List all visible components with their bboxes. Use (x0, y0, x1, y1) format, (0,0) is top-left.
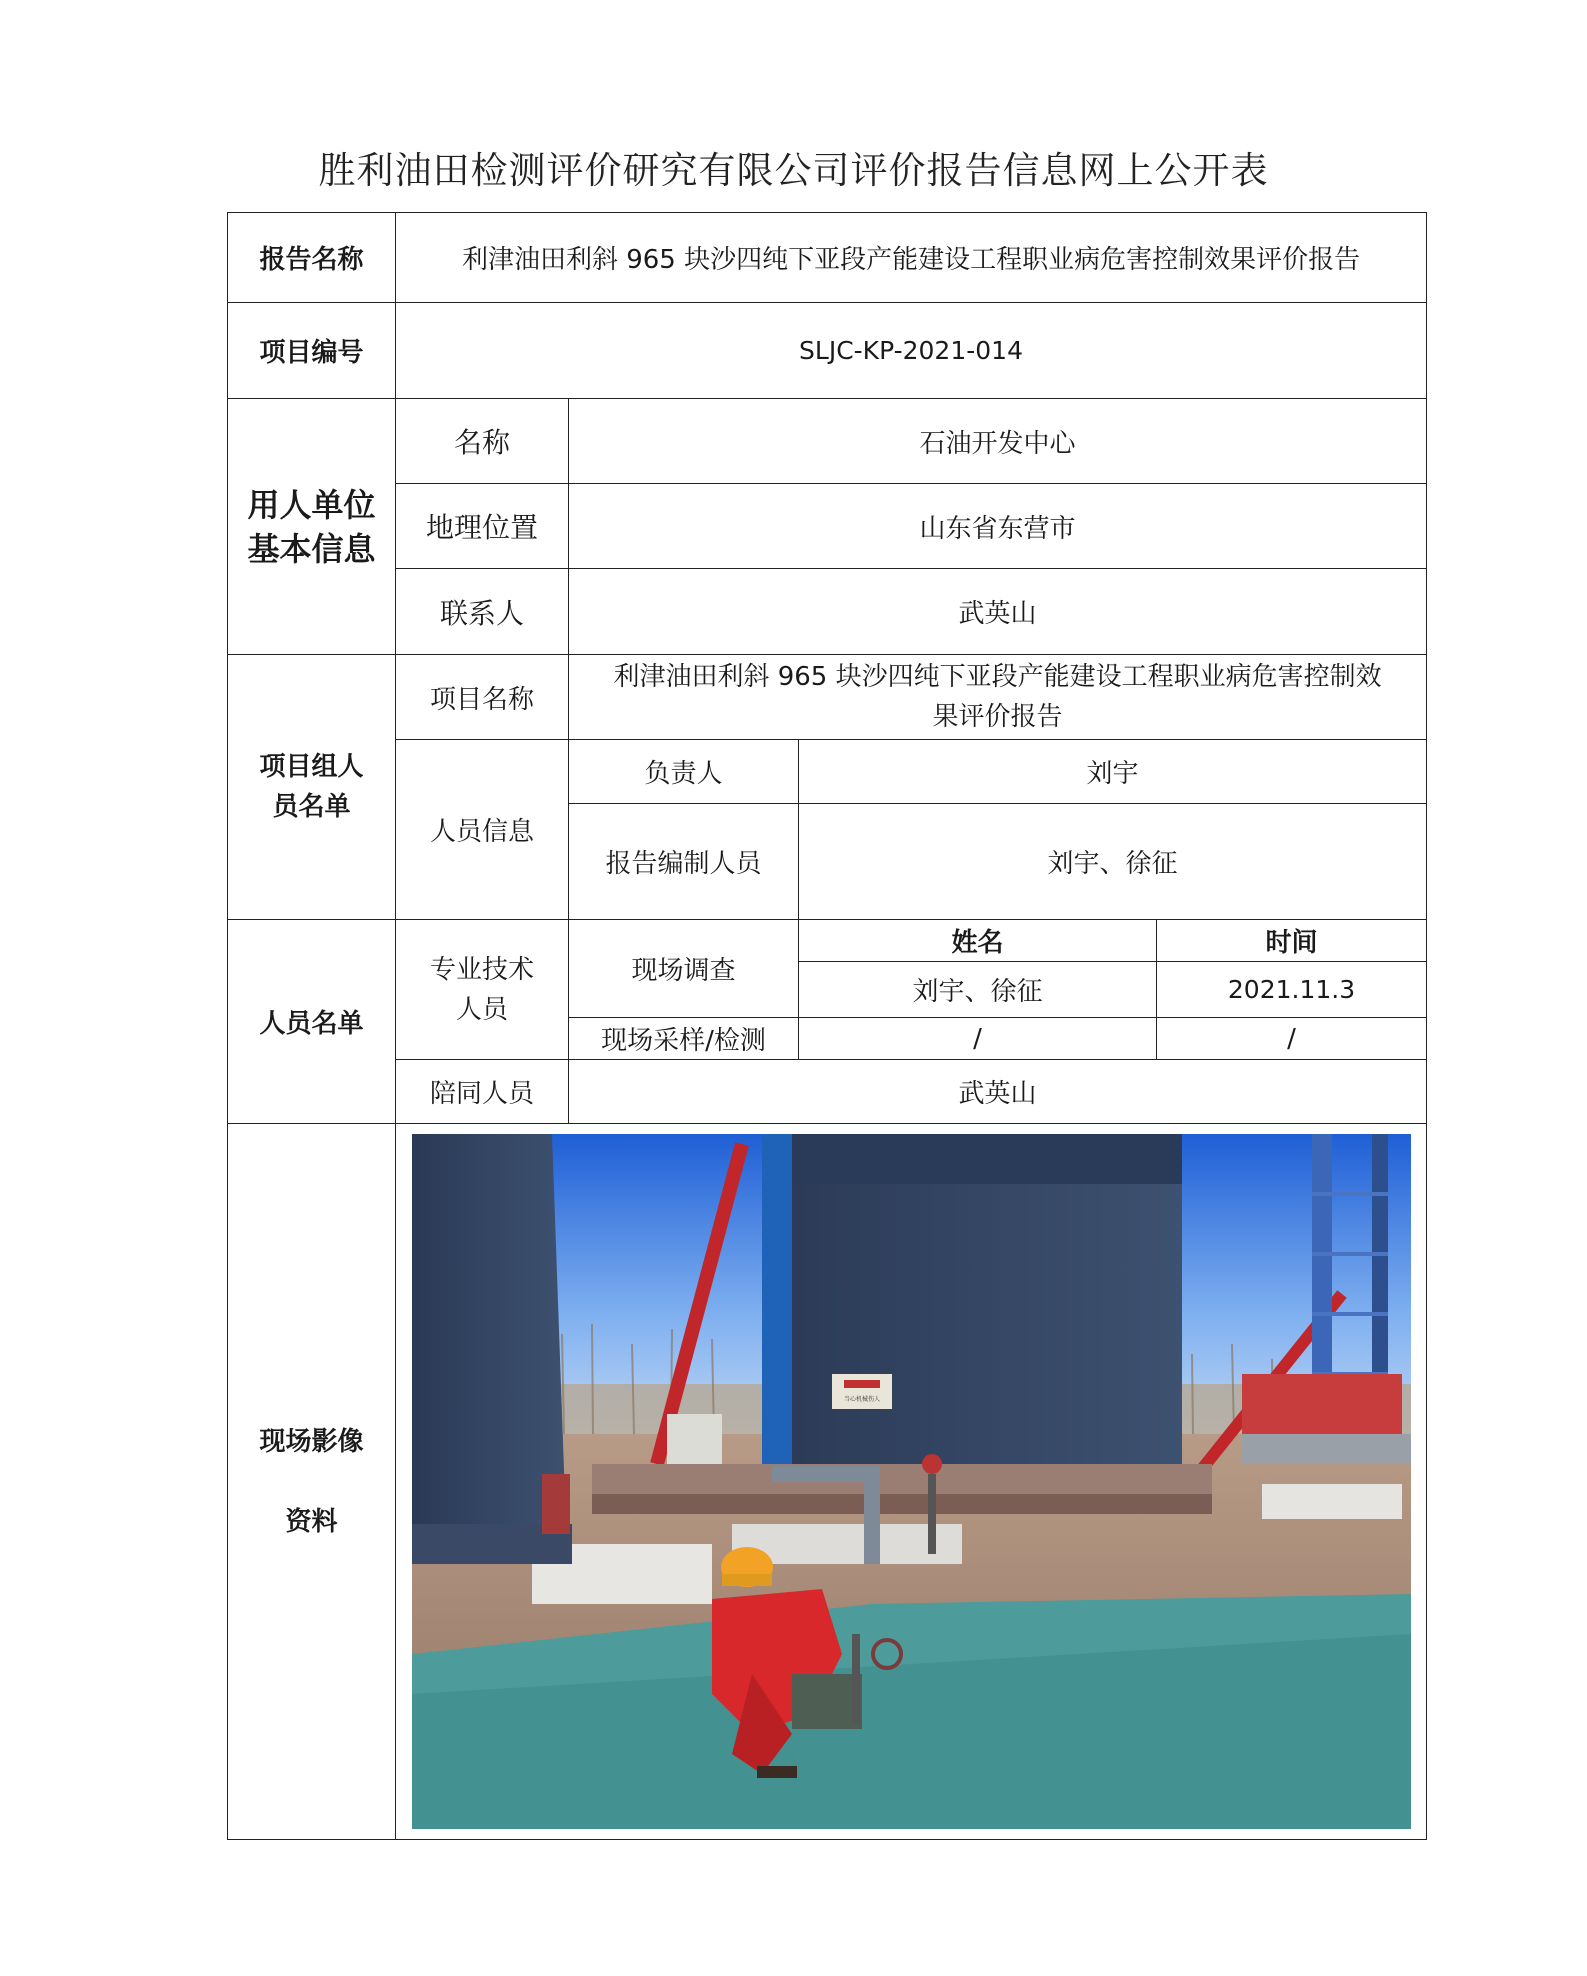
site-photo (412, 1134, 1411, 1829)
employer-name-value: 石油开发中心 (569, 399, 1427, 484)
page-title: 胜利油田检测评价研究有限公司评价报告信息网上公开表 (318, 149, 1269, 192)
team-project-name-line2: 果评价报告 (932, 702, 1063, 732)
employer-label-line2: 基本信息 (247, 529, 376, 568)
team-project-name-line1: 利津油田利斜 965 块沙四纯下亚段产能建设工程职业病危害控制效 (613, 662, 1382, 692)
editors-value: 刘宇、徐征 (799, 804, 1427, 920)
survey-name: 刘宇、徐征 (799, 962, 1157, 1018)
staff-label: 人员名单 (228, 920, 396, 1124)
col-name-header: 姓名 (799, 920, 1157, 962)
employer-location-label: 地理位置 (396, 484, 569, 569)
row-accompany (228, 1060, 1427, 1124)
team-project-name-label: 项目名称 (396, 655, 569, 740)
employer-label (228, 399, 396, 655)
row-staff-header (228, 920, 1427, 962)
survey-label: 现场调查 (569, 920, 799, 1018)
sampling-time: / (1157, 1018, 1427, 1060)
tech-staff-line1: 专业技术 (429, 954, 534, 985)
photo-cell (396, 1124, 1427, 1840)
project-no-value: SLJC-KP-2021-014 (396, 303, 1427, 399)
tech-staff-label (396, 920, 569, 1060)
leader-label: 负责人 (569, 740, 799, 804)
warning-sign-text: 当心机械伤人 (843, 1396, 880, 1403)
employer-contact-label: 联系人 (396, 569, 569, 655)
tech-staff-line2: 人员 (455, 994, 508, 1025)
col-time-header: 时间 (1157, 920, 1427, 962)
team-project-name-value (569, 655, 1427, 740)
row-employer-location (228, 484, 1427, 569)
employer-contact-value: 武英山 (569, 569, 1427, 655)
employer-label-line1: 用人单位 (247, 485, 376, 524)
sampling-label: 现场采样/检测 (569, 1018, 799, 1060)
accompany-value: 武英山 (569, 1060, 1427, 1124)
project-no-label: 项目编号 (228, 303, 396, 399)
personnel-label: 人员信息 (396, 740, 569, 920)
sampling-name: / (799, 1018, 1157, 1060)
employer-location-value: 山东省东营市 (569, 484, 1427, 569)
row-report-name (228, 213, 1427, 303)
editors-label: 报告编制人员 (569, 804, 799, 920)
row-team-leader (228, 740, 1427, 804)
team-label-line1: 项目组人 (259, 752, 364, 782)
team-label-line2: 员名单 (272, 792, 351, 822)
survey-time: 2021.11.3 (1157, 962, 1427, 1018)
report-name-value: 利津油田利斜 965 块沙四纯下亚段产能建设工程职业病危害控制效果评价报告 (396, 213, 1427, 303)
disclosure-table (227, 212, 1427, 1840)
row-team-project (228, 655, 1427, 740)
team-label (228, 655, 396, 920)
row-employer-name (228, 399, 1427, 484)
row-photo (228, 1124, 1427, 1840)
photo-section-label (228, 1124, 396, 1840)
accompany-label: 陪同人员 (396, 1060, 569, 1124)
report-name-label: 报告名称 (228, 213, 396, 303)
photo-label-line1: 现场影像 (259, 1426, 364, 1457)
row-employer-contact (228, 569, 1427, 655)
row-project-no (228, 303, 1427, 399)
photo-label-line2: 资料 (285, 1506, 338, 1537)
leader-value: 刘宇 (799, 740, 1427, 804)
employer-name-label: 名称 (396, 399, 569, 484)
